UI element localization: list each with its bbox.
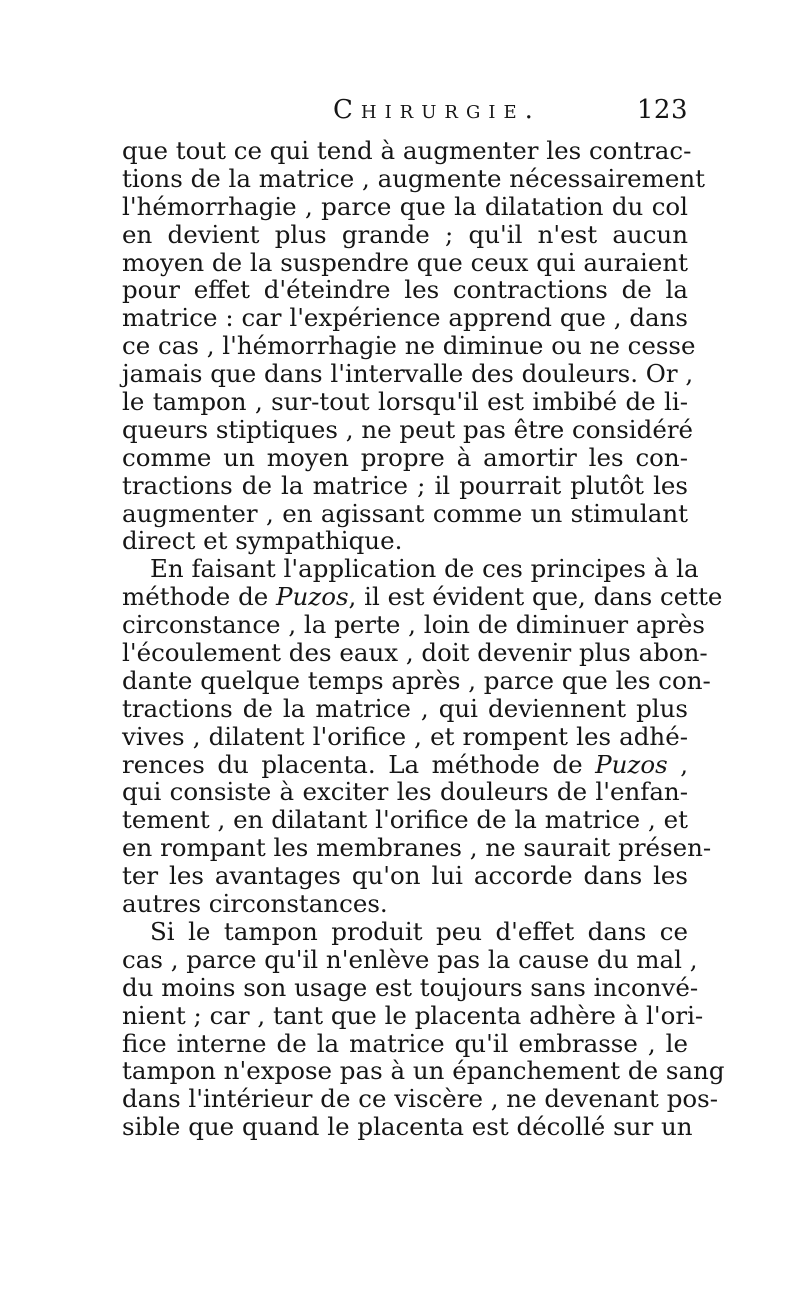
text-line: moyen de la suspendre que ceux qui auraient — [122, 247, 688, 277]
paragraph-1 — [122, 136, 705, 556]
text-line: rences du placenta. La méthode de Puzos , — [122, 749, 688, 779]
page-number: 123 — [636, 95, 688, 125]
text-line: tement , en dilatant l'orifice de la matrice , et — [122, 805, 688, 835]
text-line: dans l'intérieur de ce viscère , ne devenant pos- — [122, 1084, 718, 1114]
text-line: fice interne de la matrice qu'il embrasse , le — [122, 1028, 688, 1058]
text-line: pour effet d'éteindre les contractions de la — [122, 275, 688, 305]
text-line: circonstance , la perte , loin de diminuer après — [122, 610, 705, 640]
text-line: autres circonstances. — [122, 889, 388, 919]
text-line: queurs stiptiques , ne peut pas être considéré — [122, 414, 694, 444]
text-line: jamais que dans l'intervalle des douleurs. Or , — [122, 359, 694, 389]
text-line: le tampon , sur-tout lorsqu'il est imbibé de li- — [122, 387, 688, 417]
text-line: Si le tampon produit peu d'effet dans ce — [150, 916, 688, 946]
text-line: nient ; car , tant que le placenta adhère à l'ori- — [122, 1000, 704, 1030]
text-line: matrice : car l'expérience apprend que , dans — [122, 303, 688, 333]
running-head — [122, 95, 688, 137]
running-head-title: Chirurgie. — [332, 95, 541, 125]
text-line: en devient plus grande ; qu'il n'est aucun — [122, 219, 688, 249]
text-line: que tout ce qui tend à augmenter les contrac- — [122, 136, 692, 165]
text-line: tractions de la matrice , qui deviennent plus — [122, 693, 688, 723]
text-line: vives , dilatent l'orifice , et rompent les adhé- — [122, 721, 688, 751]
paragraph-3 — [122, 916, 725, 1142]
text-line: comme un moyen propre à amortir les con- — [122, 442, 688, 472]
text-line: direct et sympathique. — [122, 526, 403, 556]
text-line: méthode de Puzos, il est évident que, dans cette — [122, 582, 723, 612]
text-line: tractions de la matrice ; il pourrait plutôt les — [122, 470, 688, 500]
text-line: sible que quand le placenta est décollé sur un — [122, 1112, 693, 1142]
text-line: ter les avantages qu'on lui accorde dans les — [122, 861, 688, 891]
text-line: du moins son usage est toujours sans inconvé- — [122, 972, 699, 1002]
text-line: en rompant les membranes , ne saurait présen- — [122, 833, 712, 863]
book-page — [122, 95, 725, 1142]
text-line: qui consiste à exciter les douleurs de l'enfan- — [122, 777, 688, 807]
text-line: cas , parce qu'il n'enlève pas la cause du mal , — [122, 944, 698, 974]
paragraph-2 — [122, 554, 723, 919]
text-line: tions de la matrice , augmente nécessairement — [122, 163, 705, 193]
text-line: l'écoulement des eaux , doit devenir plus abon- — [122, 638, 708, 668]
text-line: dante quelque temps après , parce que les con- — [122, 665, 711, 695]
text-line: augmenter , en agissant comme un stimulant — [122, 498, 688, 528]
text-line: En faisant l'application de ces principes à la — [150, 554, 699, 584]
text-line: tampon n'expose pas à un épanchement de sang — [122, 1056, 725, 1086]
text-line: l'hémorrhagie , parce que la dilatation du col — [122, 191, 688, 221]
text-line: ce cas , l'hémorrhagie ne diminue ou ne cesse — [122, 331, 696, 361]
